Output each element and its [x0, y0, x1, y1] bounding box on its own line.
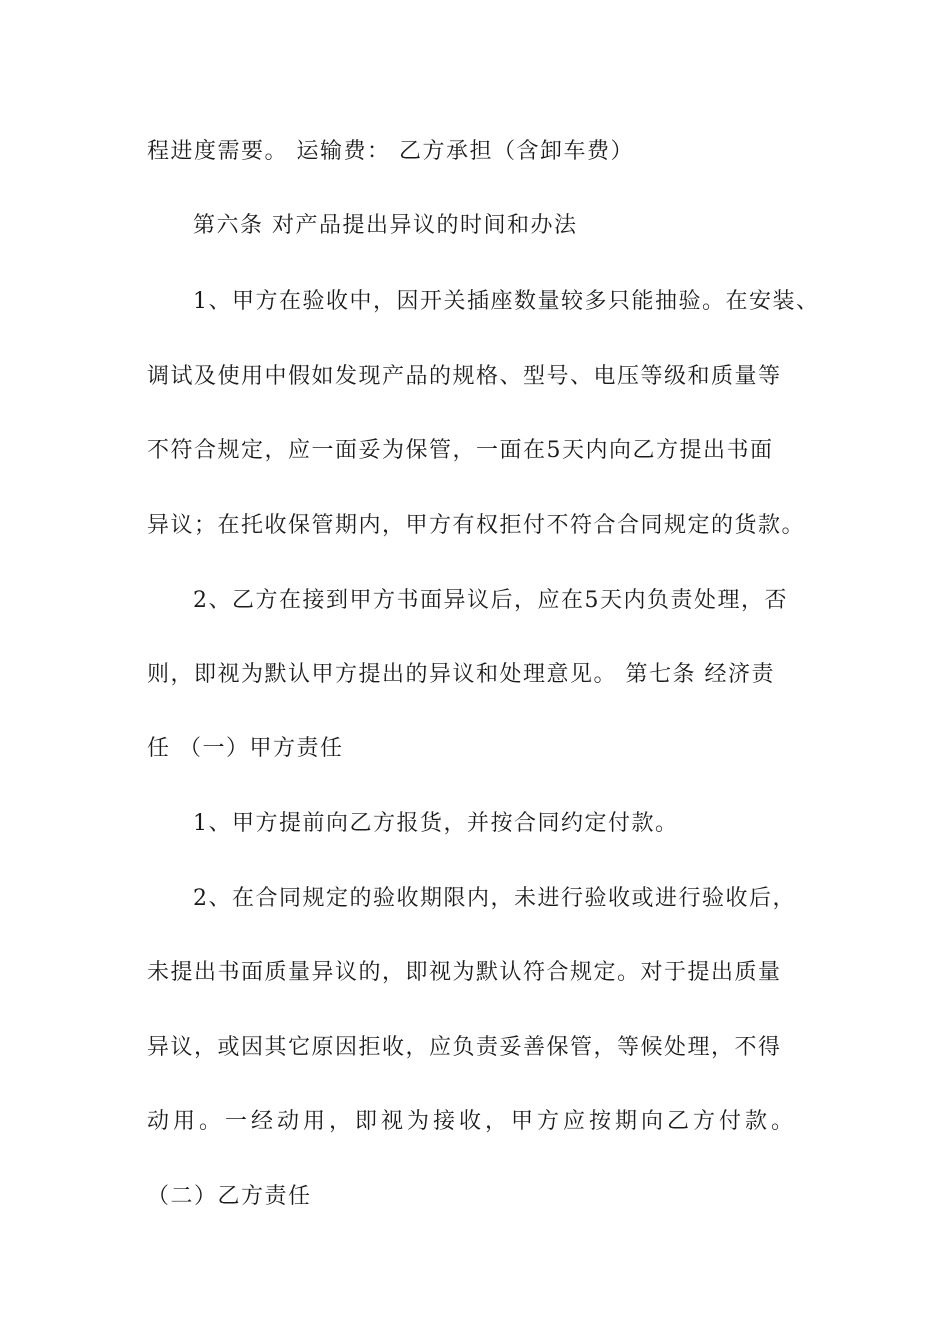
- text-line-10: 1、甲方提前向乙方报货，并按合同约定付款。: [193, 811, 679, 836]
- text-line-5: 不符合规定，应一面妥为保管，一面在5天内向乙方提出书面: [147, 438, 774, 463]
- text-line-14: 动用。一经动用，即视为接收，甲方应按期向乙方付款。: [147, 1109, 798, 1134]
- text-line-8: 则，即视为默认甲方提出的异议和处理意见。 第七条 经济责: [147, 662, 775, 687]
- section-heading-article-6: 第六条 对产品提出异议的时间和办法: [193, 213, 578, 238]
- text-line-1: 程进度需要。 运输费： 乙方承担（含卸车费）: [147, 139, 634, 164]
- text-line-6: 异议；在托收保管期内，甲方有权拒付不符合合同规定的货款。: [147, 513, 806, 538]
- subheading-party-b-responsibility: （二）乙方责任: [147, 1184, 312, 1209]
- text-line-3: 1、甲方在验收中，因开关插座数量较多只能抽验。在安装、: [193, 289, 820, 314]
- text-line-7: 2、乙方在接到甲方书面异议后，应在5天内负责处理，否: [193, 588, 788, 613]
- text-line-11: 2、在合同规定的验收期限内，未进行验收或进行验收后，: [193, 886, 796, 911]
- text-line-12: 未提出书面质量异议的，即视为默认符合规定。对于提出质量: [147, 960, 782, 985]
- subheading-party-a-responsibility: 任 （一）甲方责任: [147, 736, 344, 761]
- text-line-4: 调试及使用中假如发现产品的规格、型号、电压等级和质量等: [147, 364, 782, 389]
- text-line-13: 异议，或因其它原因拒收，应负责妥善保管，等候处理，不得: [147, 1035, 782, 1060]
